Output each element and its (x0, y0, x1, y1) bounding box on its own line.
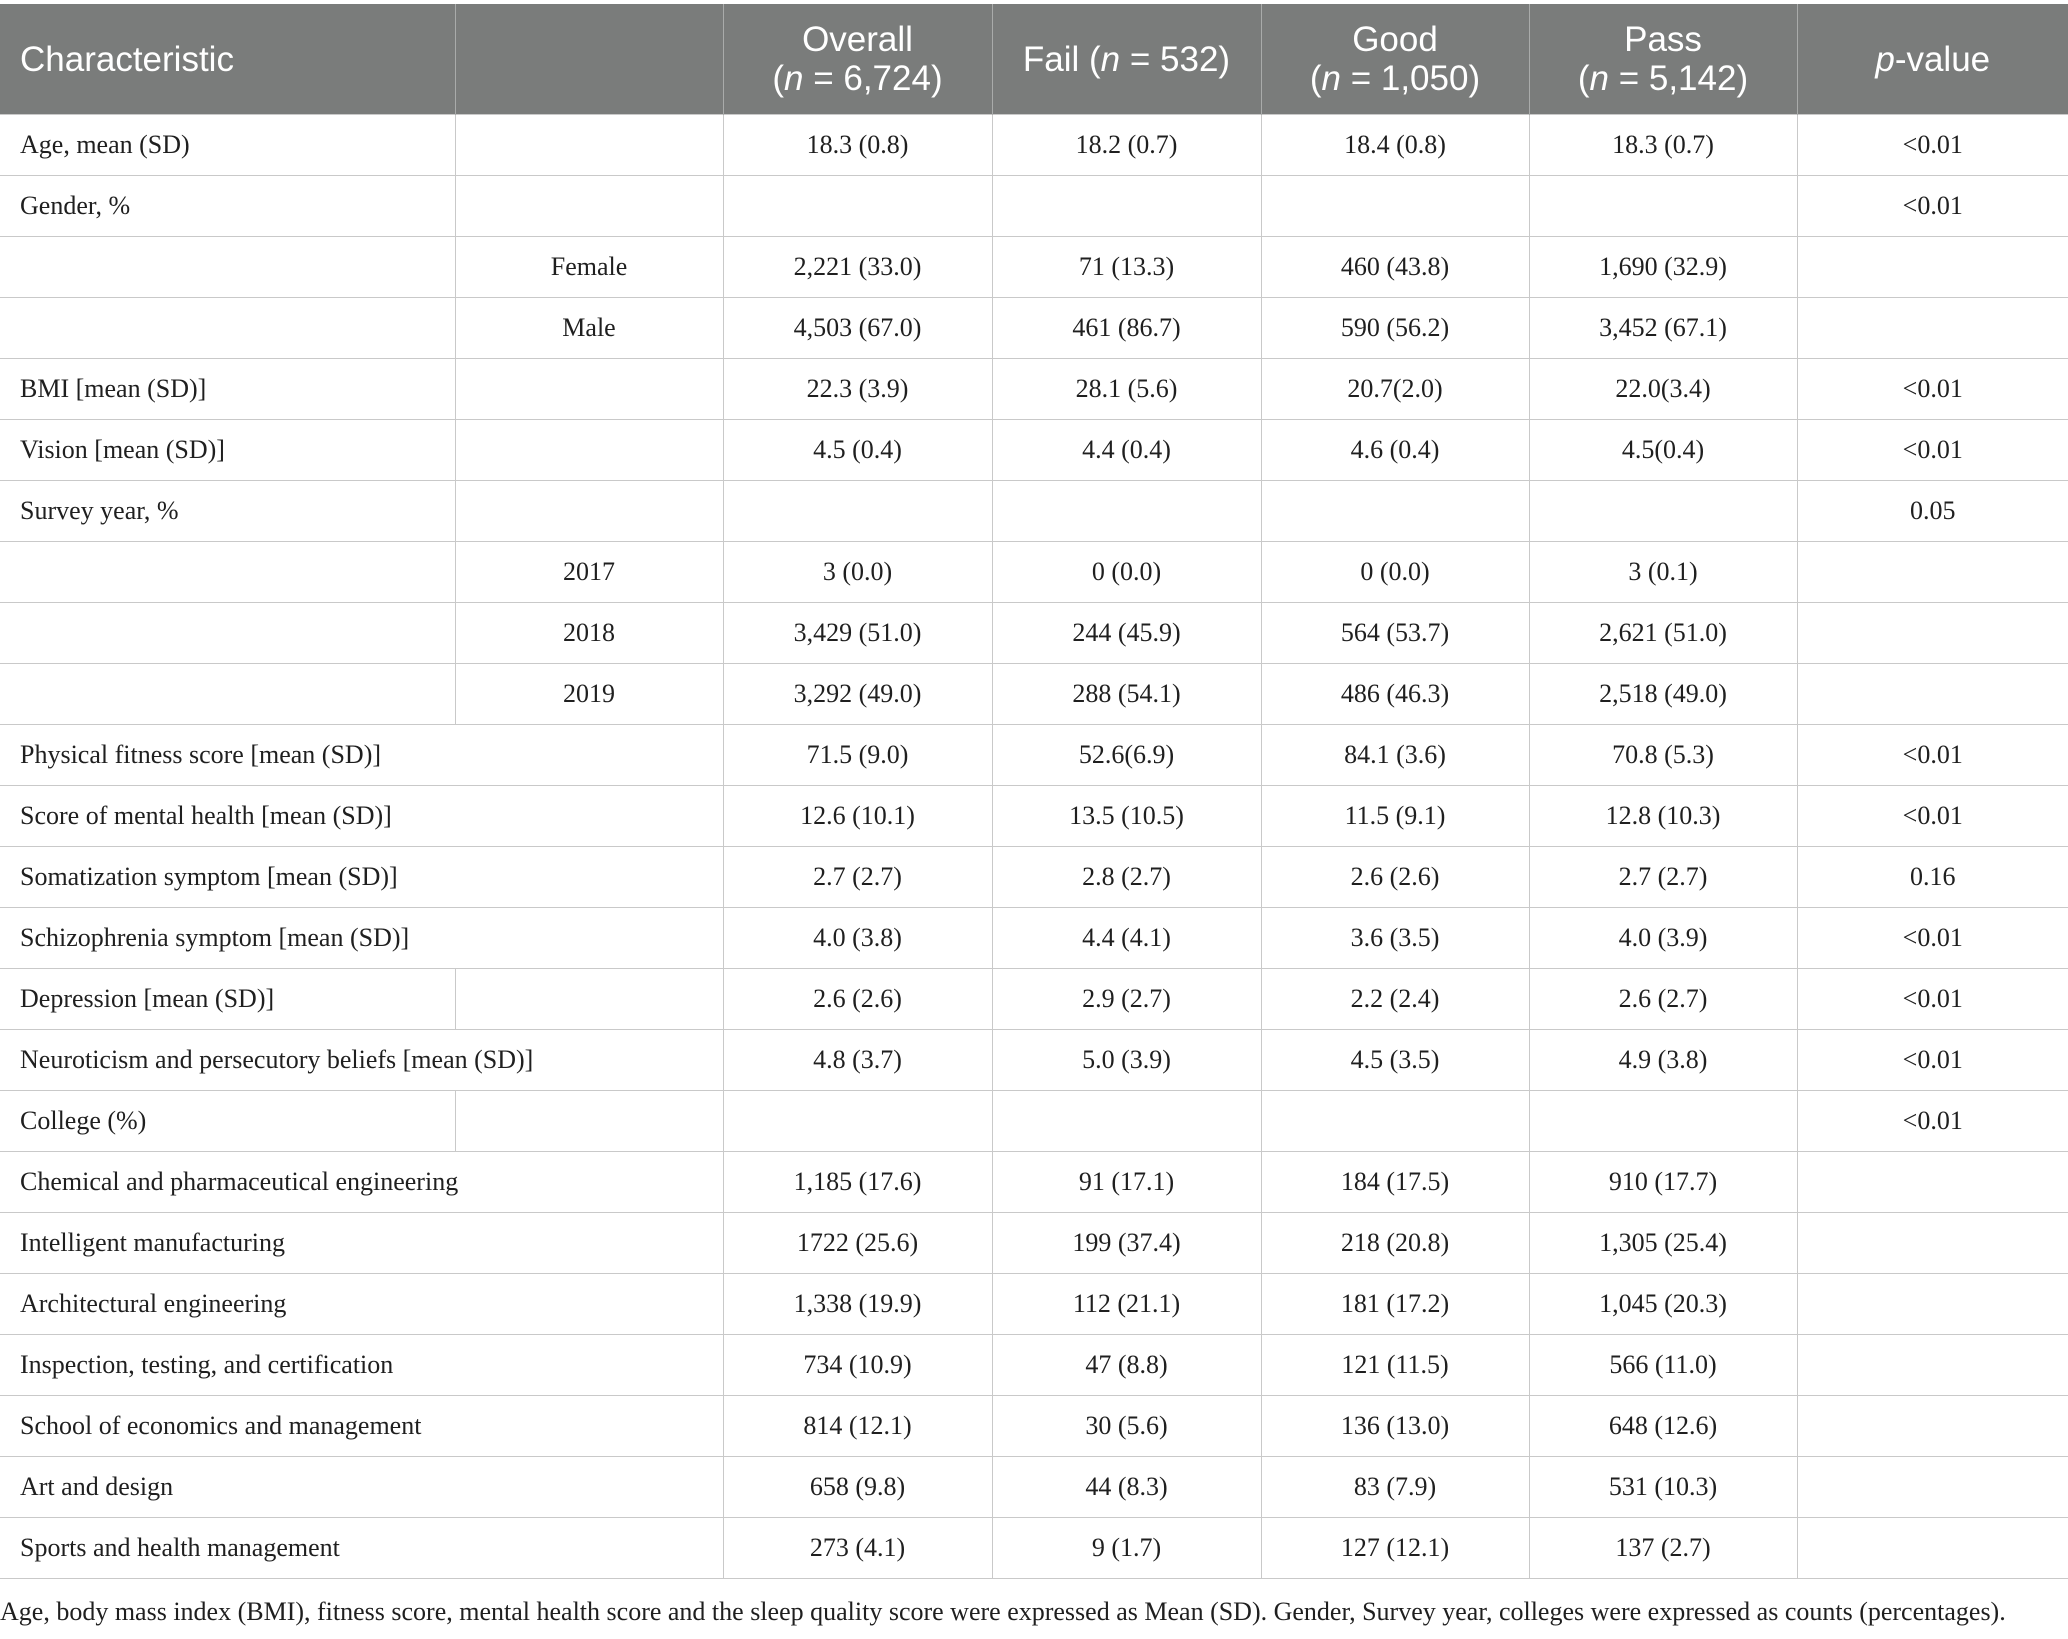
header-overall-n-rest: = 6,724) (803, 59, 943, 98)
cell-good (1261, 481, 1529, 542)
cell-pass: 22.0(3.4) (1529, 359, 1797, 420)
cell-c1: Score of mental health [mean (SD)] (0, 786, 455, 847)
cell-good: 2.2 (2.4) (1261, 969, 1529, 1030)
cell-c1: Vision [mean (SD)] (0, 420, 455, 481)
header-row (0, 4, 2068, 115)
cell-fail: 288 (54.1) (992, 664, 1261, 725)
cell-p: <0.01 (1797, 725, 2068, 786)
table-row (0, 420, 2068, 481)
header-good-label: Good (1352, 20, 1438, 59)
header-pvalue-italic: p (1875, 39, 1895, 79)
characteristics-table (0, 4, 2068, 1579)
cell-pass: 137 (2.7) (1529, 1518, 1797, 1579)
cell-fail: 244 (45.9) (992, 603, 1261, 664)
cell-pass: 910 (17.7) (1529, 1152, 1797, 1213)
cell-pass: 12.8 (10.3) (1529, 786, 1797, 847)
cell-c1: Depression [mean (SD)] (0, 969, 455, 1030)
cell-p (1797, 664, 2068, 725)
cell-good: 4.6 (0.4) (1261, 420, 1529, 481)
table-row (0, 176, 2068, 237)
header-overall-n-italic: n (784, 59, 804, 98)
cell-c1 (0, 298, 455, 359)
cell-c2 (455, 1152, 723, 1213)
cell-p (1797, 1213, 2068, 1274)
cell-fail: 461 (86.7) (992, 298, 1261, 359)
cell-overall: 3,292 (49.0) (723, 664, 992, 725)
cell-c2 (455, 359, 723, 420)
table-row (0, 298, 2068, 359)
cell-good: 84.1 (3.6) (1261, 725, 1529, 786)
cell-p (1797, 542, 2068, 603)
cell-overall: 658 (9.8) (723, 1457, 992, 1518)
cell-fail: 71 (13.3) (992, 237, 1261, 298)
cell-good: 2.6 (2.6) (1261, 847, 1529, 908)
header-pass-n-rest: = 5,142) (1608, 59, 1749, 98)
table-row (0, 725, 2068, 786)
cell-p (1797, 603, 2068, 664)
cell-overall (723, 481, 992, 542)
cell-c1 (0, 664, 455, 725)
cell-c2: 2018 (455, 603, 723, 664)
cell-overall: 4,503 (67.0) (723, 298, 992, 359)
cell-overall: 3 (0.0) (723, 542, 992, 603)
cell-fail: 52.6(6.9) (992, 725, 1261, 786)
header-good-n-rest: = 1,050) (1340, 59, 1481, 98)
cell-c2 (455, 1518, 723, 1579)
cell-c1 (0, 237, 455, 298)
table-row (0, 603, 2068, 664)
cell-c2 (455, 176, 723, 237)
cell-c2 (455, 1457, 723, 1518)
cell-good: 136 (13.0) (1261, 1396, 1529, 1457)
cell-c2: 2017 (455, 542, 723, 603)
cell-c2 (455, 847, 723, 908)
cell-fail: 18.2 (0.7) (992, 115, 1261, 176)
cell-overall: 273 (4.1) (723, 1518, 992, 1579)
cell-c1: College (%) (0, 1091, 455, 1152)
cell-pass: 1,045 (20.3) (1529, 1274, 1797, 1335)
header-overall-n-prefix: ( (772, 59, 785, 98)
table-row (0, 969, 2068, 1030)
cell-p (1797, 1152, 2068, 1213)
cell-good: 4.5 (3.5) (1261, 1030, 1529, 1091)
cell-fail: 91 (17.1) (992, 1152, 1261, 1213)
cell-fail: 0 (0.0) (992, 542, 1261, 603)
header-pass-label: Pass (1624, 20, 1702, 59)
cell-overall: 1722 (25.6) (723, 1213, 992, 1274)
cell-fail: 2.8 (2.7) (992, 847, 1261, 908)
table-row (0, 1335, 2068, 1396)
cell-good (1261, 1091, 1529, 1152)
cell-good: 11.5 (9.1) (1261, 786, 1529, 847)
cell-overall: 22.3 (3.9) (723, 359, 992, 420)
table-row (0, 542, 2068, 603)
cell-p: <0.01 (1797, 1030, 2068, 1091)
cell-good (1261, 176, 1529, 237)
cell-c2 (455, 786, 723, 847)
table-row (0, 786, 2068, 847)
cell-p (1797, 1396, 2068, 1457)
cell-c1: School of economics and management (0, 1396, 455, 1457)
cell-c1: Intelligent manufacturing (0, 1213, 455, 1274)
header-fail-n-rest: = 532) (1120, 39, 1231, 79)
header-overall (723, 4, 992, 115)
cell-fail: 9 (1.7) (992, 1518, 1261, 1579)
cell-overall: 12.6 (10.1) (723, 786, 992, 847)
cell-pass: 648 (12.6) (1529, 1396, 1797, 1457)
cell-pass: 4.5(0.4) (1529, 420, 1797, 481)
header-overall-label: Overall (802, 20, 913, 59)
table-row (0, 664, 2068, 725)
table-row (0, 1457, 2068, 1518)
cell-p: 0.05 (1797, 481, 2068, 542)
cell-c2 (455, 969, 723, 1030)
cell-c1 (0, 542, 455, 603)
cell-pass: 3 (0.1) (1529, 542, 1797, 603)
header-good-n-prefix: ( (1309, 59, 1322, 98)
cell-p (1797, 1457, 2068, 1518)
cell-fail: 47 (8.8) (992, 1335, 1261, 1396)
cell-c1: Somatization symptom [mean (SD)] (0, 847, 455, 908)
cell-fail: 112 (21.1) (992, 1274, 1261, 1335)
header-good (1261, 4, 1529, 115)
cell-p (1797, 1335, 2068, 1396)
cell-pass: 2.7 (2.7) (1529, 847, 1797, 908)
cell-good: 18.4 (0.8) (1261, 115, 1529, 176)
cell-good: 218 (20.8) (1261, 1213, 1529, 1274)
cell-pass: 531 (10.3) (1529, 1457, 1797, 1518)
cell-c1: Gender, % (0, 176, 455, 237)
cell-pass: 2,518 (49.0) (1529, 664, 1797, 725)
cell-pass (1529, 1091, 1797, 1152)
cell-pass: 3,452 (67.1) (1529, 298, 1797, 359)
cell-good: 564 (53.7) (1261, 603, 1529, 664)
cell-c2 (455, 1091, 723, 1152)
cell-pass (1529, 481, 1797, 542)
cell-pass (1529, 176, 1797, 237)
table-row (0, 1152, 2068, 1213)
cell-overall: 1,185 (17.6) (723, 1152, 992, 1213)
cell-c2: Male (455, 298, 723, 359)
cell-good: 3.6 (3.5) (1261, 908, 1529, 969)
cell-overall (723, 176, 992, 237)
header-fail-label: Fail ( (1022, 39, 1101, 79)
cell-p (1797, 1274, 2068, 1335)
table-row (0, 115, 2068, 176)
cell-good: 590 (56.2) (1261, 298, 1529, 359)
cell-pass: 4.0 (3.9) (1529, 908, 1797, 969)
cell-good: 127 (12.1) (1261, 1518, 1529, 1579)
cell-overall: 2.6 (2.6) (723, 969, 992, 1030)
cell-good: 121 (11.5) (1261, 1335, 1529, 1396)
table-row (0, 1274, 2068, 1335)
header-fail-n-italic: n (1100, 39, 1121, 79)
table-row (0, 359, 2068, 420)
cell-good: 486 (46.3) (1261, 664, 1529, 725)
cell-overall: 71.5 (9.0) (723, 725, 992, 786)
cell-c2 (455, 725, 723, 786)
cell-pass: 2.6 (2.7) (1529, 969, 1797, 1030)
cell-overall: 734 (10.9) (723, 1335, 992, 1396)
cell-c1: Inspection, testing, and certification (0, 1335, 455, 1396)
cell-c2 (455, 908, 723, 969)
table-row (0, 1518, 2068, 1579)
header-pass (1529, 4, 1797, 115)
cell-fail: 2.9 (2.7) (992, 969, 1261, 1030)
cell-fail: 30 (5.6) (992, 1396, 1261, 1457)
cell-good: 0 (0.0) (1261, 542, 1529, 603)
table-row (0, 1030, 2068, 1091)
cell-overall: 2.7 (2.7) (723, 847, 992, 908)
cell-c2: 2019 (455, 664, 723, 725)
header-pass-n-italic: n (1589, 59, 1609, 98)
cell-c1 (0, 603, 455, 664)
cell-p: <0.01 (1797, 359, 2068, 420)
cell-good: 184 (17.5) (1261, 1152, 1529, 1213)
cell-c2 (455, 115, 723, 176)
cell-c2 (455, 1213, 723, 1274)
cell-c2: Female (455, 237, 723, 298)
cell-p (1797, 298, 2068, 359)
cell-overall: 18.3 (0.8) (723, 115, 992, 176)
cell-p (1797, 1518, 2068, 1579)
cell-p: <0.01 (1797, 969, 2068, 1030)
cell-fail: 199 (37.4) (992, 1213, 1261, 1274)
cell-overall: 3,429 (51.0) (723, 603, 992, 664)
cell-fail (992, 1091, 1261, 1152)
cell-fail: 4.4 (0.4) (992, 420, 1261, 481)
cell-pass: 1,690 (32.9) (1529, 237, 1797, 298)
header-blank (455, 4, 723, 115)
cell-fail (992, 176, 1261, 237)
cell-c1: Neuroticism and persecutory beliefs [mean (SD)] (0, 1030, 455, 1091)
cell-overall: 1,338 (19.9) (723, 1274, 992, 1335)
cell-overall: 4.8 (3.7) (723, 1030, 992, 1091)
table-container (0, 4, 2068, 1579)
table-row (0, 1213, 2068, 1274)
table-footnote: Age, body mass index (BMI), fitness score, mental health score and the sleep quality score were expressed as Mean (SD). Gender, Survey year, colleges were expressed as counts (percentages). (0, 1597, 2006, 1626)
header-fail (992, 4, 1261, 115)
cell-c1: Sports and health management (0, 1518, 455, 1579)
cell-c1: Architectural engineering (0, 1274, 455, 1335)
cell-p: <0.01 (1797, 786, 2068, 847)
cell-fail: 4.4 (4.1) (992, 908, 1261, 969)
cell-p: <0.01 (1797, 908, 2068, 969)
header-characteristic-label: Characteristic (20, 39, 234, 79)
cell-p: <0.01 (1797, 115, 2068, 176)
cell-c1: Schizophrenia symptom [mean (SD)] (0, 908, 455, 969)
table-row (0, 237, 2068, 298)
cell-c2 (455, 420, 723, 481)
table-body (0, 115, 2068, 1579)
cell-pass: 70.8 (5.3) (1529, 725, 1797, 786)
cell-c1: Age, mean (SD) (0, 115, 455, 176)
cell-p: 0.16 (1797, 847, 2068, 908)
header-pvalue (1797, 4, 2068, 115)
cell-pass: 4.9 (3.8) (1529, 1030, 1797, 1091)
table-row (0, 481, 2068, 542)
cell-good: 20.7(2.0) (1261, 359, 1529, 420)
table-row (0, 847, 2068, 908)
cell-pass: 1,305 (25.4) (1529, 1213, 1797, 1274)
cell-pass: 566 (11.0) (1529, 1335, 1797, 1396)
cell-p: <0.01 (1797, 420, 2068, 481)
header-characteristic (0, 4, 455, 115)
cell-overall: 814 (12.1) (723, 1396, 992, 1457)
cell-c2 (455, 1396, 723, 1457)
cell-overall (723, 1091, 992, 1152)
cell-good: 83 (7.9) (1261, 1457, 1529, 1518)
cell-good: 460 (43.8) (1261, 237, 1529, 298)
cell-fail: 5.0 (3.9) (992, 1030, 1261, 1091)
cell-p (1797, 237, 2068, 298)
cell-c2 (455, 1335, 723, 1396)
table-row (0, 1091, 2068, 1152)
cell-c1: Chemical and pharmaceutical engineering (0, 1152, 455, 1213)
cell-p: <0.01 (1797, 1091, 2068, 1152)
cell-fail: 44 (8.3) (992, 1457, 1261, 1518)
cell-pass: 2,621 (51.0) (1529, 603, 1797, 664)
header-pvalue-rest: -value (1894, 39, 1991, 79)
cell-overall: 2,221 (33.0) (723, 237, 992, 298)
cell-c1: Survey year, % (0, 481, 455, 542)
cell-overall: 4.5 (0.4) (723, 420, 992, 481)
cell-pass: 18.3 (0.7) (1529, 115, 1797, 176)
cell-c1: Art and design (0, 1457, 455, 1518)
cell-overall: 4.0 (3.8) (723, 908, 992, 969)
cell-c2 (455, 481, 723, 542)
header-pass-n-prefix: ( (1577, 59, 1590, 98)
table-row (0, 1396, 2068, 1457)
cell-c2 (455, 1274, 723, 1335)
cell-p: <0.01 (1797, 176, 2068, 237)
cell-fail: 28.1 (5.6) (992, 359, 1261, 420)
cell-c1: Physical fitness score [mean (SD)] (0, 725, 455, 786)
table-row (0, 908, 2068, 969)
cell-fail (992, 481, 1261, 542)
header-good-n-italic: n (1321, 59, 1341, 98)
cell-good: 181 (17.2) (1261, 1274, 1529, 1335)
cell-c1: BMI [mean (SD)] (0, 359, 455, 420)
cell-fail: 13.5 (10.5) (992, 786, 1261, 847)
